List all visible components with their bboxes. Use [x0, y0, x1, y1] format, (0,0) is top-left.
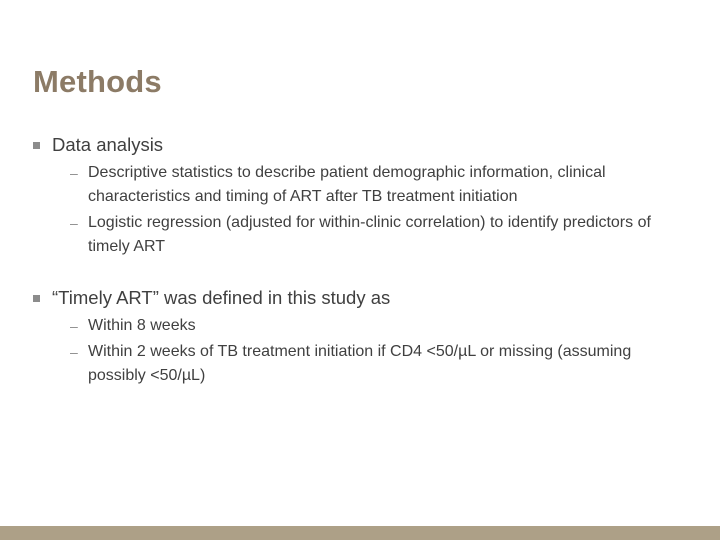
sub-list-timely-art — [33, 314, 693, 388]
dash-icon: – — [70, 318, 78, 334]
square-bullet-icon — [33, 142, 40, 149]
dash-icon: – — [70, 215, 78, 231]
dash-icon: – — [70, 165, 78, 181]
bullet-label: Data analysis — [52, 134, 164, 155]
sub-bullet-text: Within 8 weeks — [88, 317, 196, 334]
sub-bullet-logistic-regression — [33, 211, 693, 259]
sub-bullet-text: Descriptive statistics to describe patient demographic information, clinical characteristics and timing of ART after TB treatment initiation — [88, 164, 606, 205]
bullet-data-analysis — [33, 133, 693, 157]
bullet-label: “Timely ART” was defined in this study as — [52, 287, 391, 308]
footer-bar — [0, 526, 720, 540]
sub-bullet-text: Logistic regression (adjusted for within-clinic correlation) to identify predictors of timely ART — [88, 214, 651, 255]
sub-bullet-within-2-weeks — [33, 340, 693, 388]
page-title: Methods — [33, 64, 162, 99]
sub-bullet-within-8-weeks — [33, 314, 693, 338]
bullet-timely-art — [33, 286, 693, 310]
sub-bullet-text: Within 2 weeks of TB treatment initiation if CD4 <50/µL or missing (assuming possibly <50/µL) — [88, 343, 632, 384]
sub-bullet-descriptive-statistics — [33, 161, 693, 209]
square-bullet-icon — [33, 295, 40, 302]
sub-list-data-analysis — [33, 161, 693, 259]
slide-content — [33, 133, 693, 390]
dash-icon: – — [70, 344, 78, 360]
